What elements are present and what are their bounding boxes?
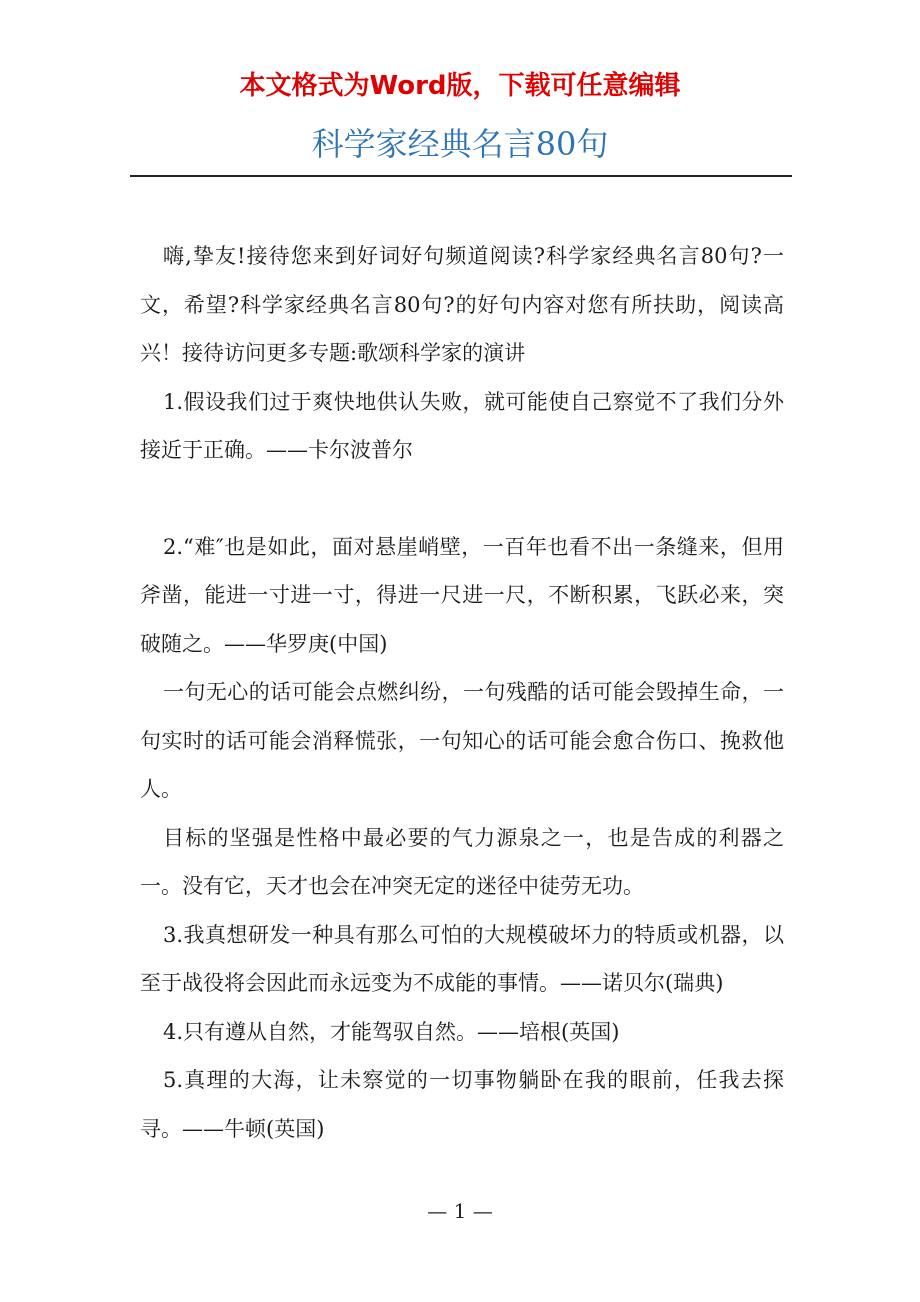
intro-paragraph: 嗨,挚友!接待您来到好词好句频道阅读?科学家经典名言80句?一文，希望?科学家经典名言80句?的好句内容对您有所扶助，阅读高兴！接待访问更多专题:歌颂科学家的演讲 [140,244,784,365]
quote-paragraph: 一句无心的话可能会点燃纠纷，一句残酷的话可能会毁掉生命，一句实时的话可能会消释慌张，一句知心的话可能会愈合伤口、挽救他人。 [140,680,784,801]
quote-paragraph: 5.真理的大海，让未察觉的一切事物躺卧在我的眼前，任我去探寻。——牛顿(英国) [140,1068,784,1141]
page-number: — 1 — [427,1199,493,1223]
format-notice-banner: 本文格式为Word版，下载可任意编辑 [239,71,681,101]
title-divider [130,175,792,177]
document-title: 科学家经典名言80句 [311,125,609,163]
quote-paragraph: 目标的坚强是性格中最必要的气力源泉之一，也是告成的利器之一。没有它，天才也会在冲突无定的迷径中徒劳无功。 [140,825,784,898]
quote-paragraph: 4.只有遵从自然，才能驾驭自然。——培根(英国) [163,1019,620,1044]
document-body [140,232,784,1153]
quote-paragraph: 1.假设我们过于爽快地供认失败，就可能使自己察觉不了我们分外接近于正确。——卡尔波普尔 [140,389,784,462]
quote-paragraph: 2.“难″也是如此，面对悬崖峭壁，一百年也看不出一条缝来，但用斧凿，能进一寸进一寸，得进一尺进一尺，不断积累，飞跃必来，突破随之。——华罗庚(中国) [140,534,784,656]
quote-paragraph: 3.我真想研发一种具有那么可怕的大规模破坏力的特质或机器，以至于战役将会因此而永远变为不成能的事情。——诺贝尔(瑞典) [140,922,784,995]
